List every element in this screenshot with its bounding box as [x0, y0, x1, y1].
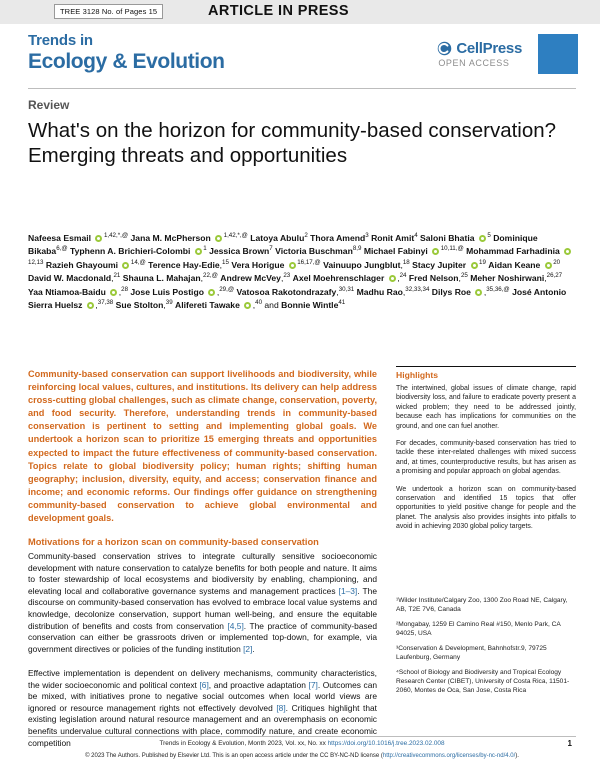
body-paragraph-1: Community-based conservation strives to integrate culturally sensitive socioeconomic development with nature conservation to catalyze benefits for both people and nature. It aims to foster stewardship of local ecosystems and biodiversity by enabling, championing, and elevating local and collaborative governance systems and management practices [1–3]. The discourse on community-based conservation has evolved to embrace local value systems and knowledge, decolonize conservation, support human well-being, and ensure the equitable distribution of benefits and costs from conservation [4,5]. The practice of community-based conservation can either be grassroots driven or implemented top-down, for example, via government directives or policies of the funding institution [2].	[28, 551, 377, 654]
body-paragraph-2: Effective implementation is dependent on delivery mechanisms, community characteristics, the wider socioeconomic and political context [6], and proactive adaptation [7]. Outcomes can be mixed, with initiatives prone to negative social outcomes when local world views are ignored or resource management rights not effectively devolved [8]. Critiques highlight that existing legislation around natural resource management and an overemphasis on economic benefits undervalue cultural connections with place, commodify nature, and create economic competition	[28, 668, 378, 748]
affiliation-item: ²Mongabay, 1259 El Camino Real #150, Menlo Park, CA 94025, USA	[396, 621, 561, 637]
footer-citation-row	[28, 740, 576, 747]
affiliation-item: ³Conservation & Development, Bahnhofstr.9, 79725 Laufenburg, Germany	[396, 645, 547, 661]
author-list: Nafeesa Esmail $^{1,42,*,@}$ Jana M. McPherson $^{1,42,*,@}$ Latoya Abulu$^2$ Thora Amend$^3$ Ronit Amit$^4$ Saloni Bhatia $^5$ Dominique Bikaba$^{6,@}$ Typhenn A. Brichieri-Colombi $^1$ Jessica Brown$^7$ Victoria Buschman$^{8,9}$ Michael Fabinyi $^{10,11,@}$ Mohammad Farhadinia $^{12,13}$ Razieh Ghayoumi $^{14,@}$ Terence Hay-Edie,$^{15}$ Vera Horigue $^{16,17,@}$ Vainuupo Jungblut,$^{18}$ Stacy Jupiter $^{19}$ Aidan Keane $^{20}$ David W. Macdonald,$^{21}$ Shauna L. Mahajan,$^{22,@}$ Andrew McVey,$^{23}$ Axel Moehrenschlager ,$^{24}$ Fred Nelson,$^{25}$ Meher Noshirwani,$^{26,27}$ Yaa Ntiamoa-Baidu ,$^{28}$ Jose Luis Postigo ,$^{29,@}$ Vatosoa Rakotondrazafy,$^{30,31}$ Madhu Rao,$^{32,33,34}$ Dilys Roe ,$^{35,36,@}$ José Antonio Sierra Huelsz ,$^{37,38}$ Sue Stolton,$^{39}$ Alifereti Tawake ,$^{40}$ and Bonnie Wintle$^{41}$	[28, 232, 573, 312]
article-in-press-bar	[0, 0, 600, 24]
license-link[interactable]: http://creativecommons.org/licenses/by-nc-nd/4.0/	[382, 753, 516, 759]
highlights-divider	[396, 366, 576, 367]
page-number: 1	[567, 739, 572, 748]
footer-divider	[28, 736, 576, 737]
open-access-label: OPEN ACCESS	[438, 58, 510, 68]
article-type-label: Review	[28, 98, 70, 112]
copyright-text: © 2023 The Authors. Published by Elsevier Ltd. This is an open access article under the CC BY-NC-ND license (	[85, 753, 383, 759]
affiliation-item: ¹Wilder Institute/Calgary Zoo, 1300 Zoo Road NE, Calgary, AB, T2E 7V6, Canada	[396, 597, 568, 613]
journal-series-label: Trends in	[28, 32, 93, 49]
journal-color-block	[538, 34, 578, 74]
highlights-heading: Highlights	[396, 370, 439, 380]
footer-doi-link[interactable]: https://doi.org/10.1016/j.tree.2023.02.008	[327, 740, 445, 747]
affiliations-list	[396, 596, 576, 701]
highlight-item: We undertook a horizon scan on community-based conservation and identified 15 topics that offer opportunities to yield positive change for people and the planet. The analysis also provides insights into pitfalls to avoid in achieving 2030 global policy targets.	[396, 485, 576, 531]
abstract-text: Community-based conservation can support livelihoods and biodiversity, while reinforcing local values, cultures, and institutions. Its delivery can help address cross-cutting global challenges, such as climate change, conservation, poverty, and food security. Therefore, understanding trends in community-based conservation is pertinent to setting and implementing global goals. We undertook a horizon scan to prioritize 15 emerging threats and opportunities expected to impact the future effectiveness of community-based conservation. Topics relate to global biodiversity policy; human rights; shifting human geography; inclusion, diversity, equity, and access; conservation finance and income; and economic reforms. Our findings offer guidance on strengthening community-based conservation to achieve global environmental and development goals.	[28, 369, 377, 524]
article-in-press-label: ARTICLE IN PRESS	[208, 3, 349, 19]
journal-masthead	[0, 24, 600, 86]
page-title: What's on the horizon for community-based conservation? Emerging threats and opportunities	[28, 119, 557, 167]
cellpress-logo	[437, 40, 522, 68]
footer-citation: Trends in Ecology & Evolution, Month 2023, Vol. xx, No. xx	[159, 740, 326, 747]
cellpress-wordmark: CellPress	[456, 40, 522, 57]
highlight-item: The intertwined, global issues of climate change, rapid biodiversity loss, and failure to eradicate poverty present a wicked problem; they need to be addressed jointly, because each has implications for communities on the ground, and one can fuel another.	[396, 385, 576, 430]
highlights-list	[396, 384, 576, 540]
journal-title: Ecology & Evolution	[28, 50, 225, 73]
footer-copyright	[28, 753, 576, 759]
copyright-end: ).	[515, 753, 519, 759]
cellpress-mark-icon	[437, 41, 452, 56]
section-heading: Motivations for a horizon scan on community-based conservation	[28, 537, 319, 547]
affiliation-item: ⁴School of Biology and Biodiversity and Tropical Ecology Research Center (CIBET), University of Costa Rica, 11501-2060, Montes de Oca, San Jose, Costa Rica	[396, 669, 570, 694]
highlight-item: For decades, community-based conservation has tried to tackle these inter-related challenges with mixed success and, at times, counterproductive results, but has arisen as a promising and popular approach on global agendas.	[396, 440, 576, 476]
masthead-divider	[28, 88, 576, 89]
article-id-stamp: TREE 3128 No. of Pages 15	[54, 4, 163, 19]
